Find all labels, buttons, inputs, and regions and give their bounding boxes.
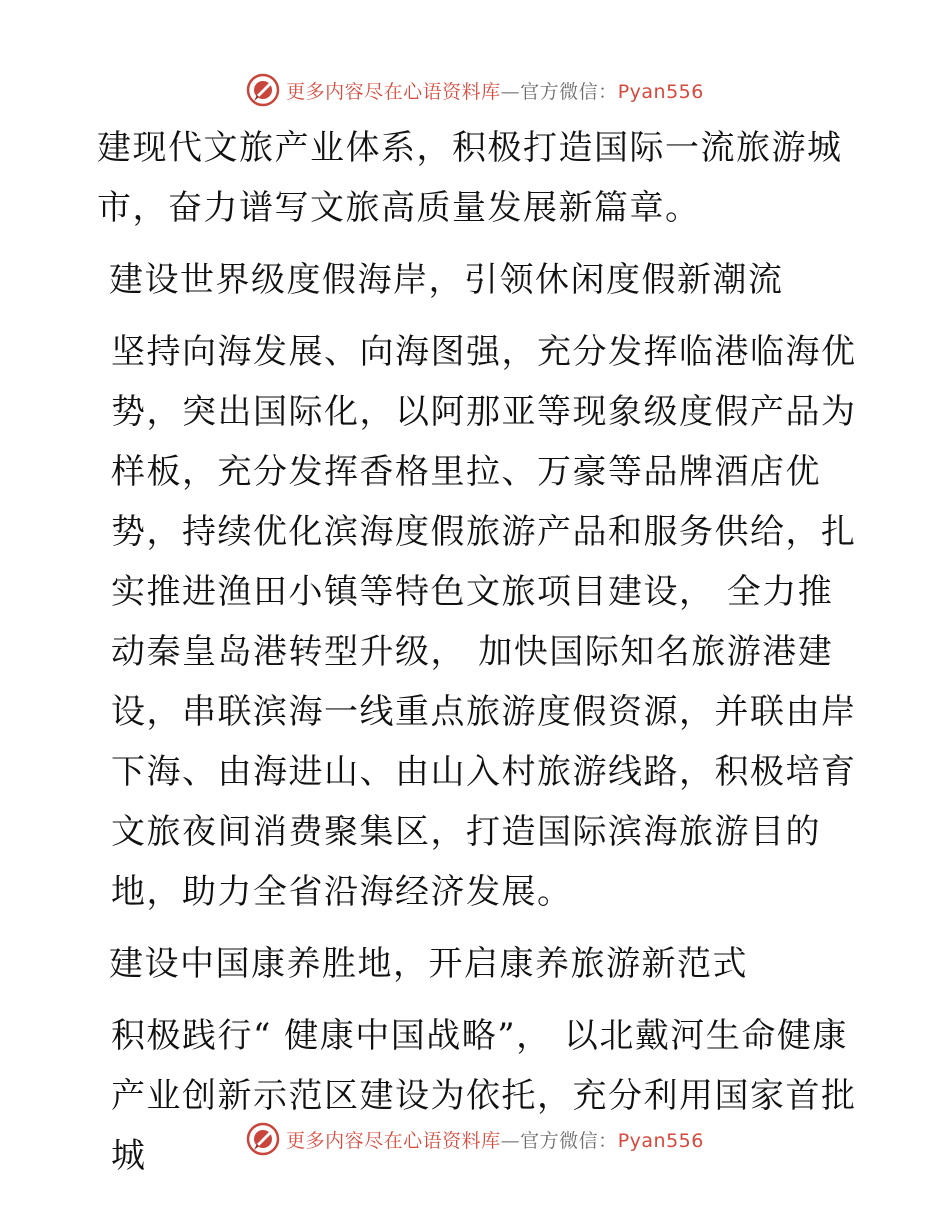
watermark-main: 更多内容尽在心语资料库 [286,80,501,103]
section-heading-1: 建设世界级度假海岸，引领休闲度假新潮流 [109,260,784,300]
watermark-text [286,77,704,104]
section-heading-2: 建设中国康养胜地，开启康养旅游新范式 [109,944,748,984]
watermark-id: Pyan556 [617,80,704,103]
footer-watermark [0,1119,950,1159]
watermark-official: 官方微信： [520,1129,618,1152]
paragraph-1: 建现代文旅产业体系，积极打造国际一流旅游城市，奋力谱写文旅高质量发展新篇章。 [97,128,843,228]
watermark-logo-icon [246,1122,280,1156]
watermark-separator: — [500,80,521,103]
watermark-official: 官方微信： [520,80,618,103]
header-watermark [0,70,950,110]
paragraph-3: 积极践行“ 健康中国战略”， 以北戴河生命健康产业创新示范区建设为依托，充分利用国家首批城 [111,1016,857,1176]
watermark-separator: — [500,1129,521,1152]
watermark-text [286,1126,704,1153]
paragraph-2: 坚持向海发展、向海图强，充分发挥临港临海优势，突出国际化，以阿那亚等现象级度假产品为样板，充分发挥香格里拉、万豪等品牌酒店优势，持续优化滨海度假旅游产品和服务供给，扎实推进渔田小镇等特色文旅项目建设， 全力推动秦皇岛港转型升级， 加快国际知名旅游港建设，串联滨海一线重点旅游度假资源，并联由岸下海、由海进山、由山入村旅游线路，积极培育文旅夜间消费聚集区，打造国际滨海旅游目的地，助力全省沿海经济发展。 [111,332,857,912]
watermark-id: Pyan556 [617,1129,704,1152]
document-body [97,118,857,1186]
watermark-main: 更多内容尽在心语资料库 [286,1129,501,1152]
watermark-logo-icon [246,73,280,107]
